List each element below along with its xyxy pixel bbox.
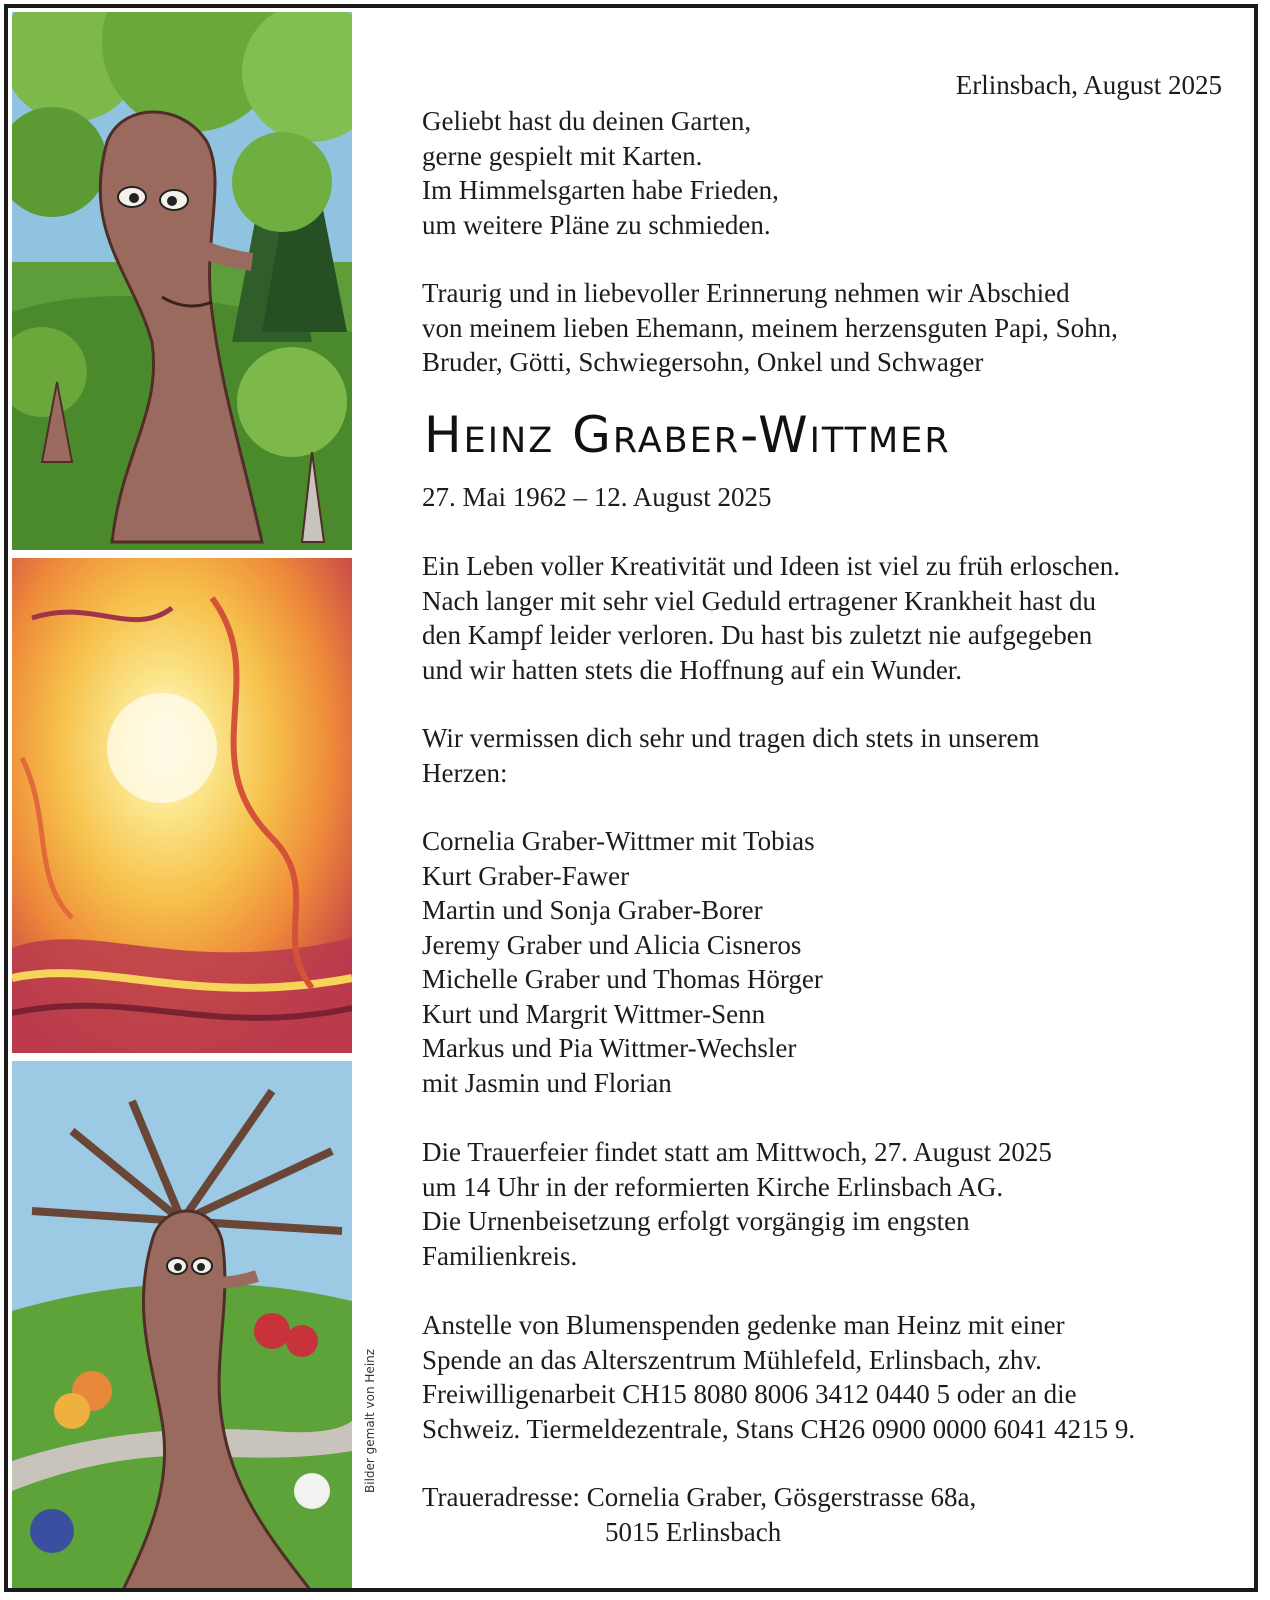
mourner-item: Michelle Graber und Thomas Hörger <box>422 964 823 994</box>
mourners-list <box>422 824 823 1100</box>
mourner-item: Kurt Graber-Fawer <box>422 860 630 891</box>
life-dates: 27. Mai 1962 – 12. August 2025 <box>422 482 772 512</box>
painting-tree-meadow <box>12 12 352 550</box>
donation-line: Spende an das Alterszentrum Mühlefeld, Erlinsbach, zhv. <box>422 1344 1042 1375</box>
intro-line: Traurig und in liebevoller Erinnerung nehmen wir Abschied <box>422 278 1070 308</box>
life-paragraph <box>422 549 1120 687</box>
life-line: Nach langer mit sehr viel Geduld ertragener Krankheit hast du <box>422 585 1096 616</box>
intro-line: von meinem lieben Ehemann, meinem herzensguten Papi, Sohn, <box>422 312 1118 343</box>
address-line: 5015 Erlinsbach <box>605 1516 782 1547</box>
service-line: Die Urnenbeisetzung erfolgt vorgängig im engsten <box>422 1206 970 1236</box>
life-line: Ein Leben voller Kreativität und Ideen ist viel zu früh erloschen. <box>422 551 1121 581</box>
intro-line: Bruder, Götti, Schwiegersohn, Onkel und Schwager <box>422 347 984 377</box>
tree-meadow-image <box>12 12 352 550</box>
service-paragraph <box>422 1135 1052 1273</box>
mourner-item: Martin und Sonja Graber-Borer <box>422 895 763 925</box>
poem-line: Im Himmelsgarten habe Frieden, <box>422 175 779 205</box>
obituary-frame <box>4 4 1258 1592</box>
intro-paragraph <box>422 276 1118 380</box>
poem-line: um weitere Pläne zu schmieden. <box>422 209 771 240</box>
life-line: und wir hatten stets die Hoffnung auf ein Wunder. <box>422 654 963 685</box>
donation-line: Schweiz. Tiermeldezentrale, Stans CH26 0900 0000 6041 4215 9. <box>422 1413 1136 1444</box>
mourner-item: Markus und Pia Wittmer-Wechsler <box>422 1033 797 1063</box>
swirling-sun-image <box>12 558 352 1053</box>
tree-hill-image <box>12 1061 352 1592</box>
miss-line: Herzen: <box>422 757 508 788</box>
painting-tree-hill <box>12 1061 352 1592</box>
miss-paragraph <box>422 721 1040 790</box>
address-line: Traueradresse: Cornelia Graber, Gösgerstrasse 68a, <box>422 1482 977 1512</box>
place-date: Erlinsbach, August 2025 <box>955 70 1222 100</box>
poem-line: Geliebt hast du deinen Garten, <box>422 106 752 136</box>
poem-line: gerne gespielt mit Karten. <box>422 140 703 171</box>
life-line: den Kampf leider verloren. Du hast bis zuletzt nie aufgegeben <box>422 620 1093 650</box>
service-line: Familienkreis. <box>422 1240 578 1271</box>
image-credit: Bilder gemalt von Heinz <box>363 1348 377 1493</box>
poem <box>422 104 779 242</box>
deceased-name: Heinz Graber-Wittmer <box>424 406 951 464</box>
mourner-item: mit Jasmin und Florian <box>422 1067 672 1098</box>
donation-paragraph <box>422 1308 1135 1446</box>
mourner-item: Kurt und Margrit Wittmer-Senn <box>422 998 766 1029</box>
service-line: Die Trauerfeier findet statt am Mittwoch, 27. August 2025 <box>422 1137 1052 1167</box>
donation-line: Anstelle von Blumenspenden gedenke man Heinz mit einer <box>422 1310 1065 1340</box>
mourning-address <box>422 1480 976 1549</box>
donation-line: Freiwilligenarbeit CH15 8080 8006 3412 0440 5 oder an die <box>422 1379 1077 1409</box>
service-line: um 14 Uhr in der reformierten Kirche Erlinsbach AG. <box>422 1171 1004 1202</box>
miss-line: Wir vermissen dich sehr und tragen dich stets in unserem <box>422 723 1040 753</box>
mourner-item: Jeremy Graber und Alicia Cisneros <box>422 929 802 960</box>
painting-swirling-sun <box>12 558 352 1053</box>
mourner-item: Cornelia Graber-Wittmer mit Tobias <box>422 826 815 856</box>
